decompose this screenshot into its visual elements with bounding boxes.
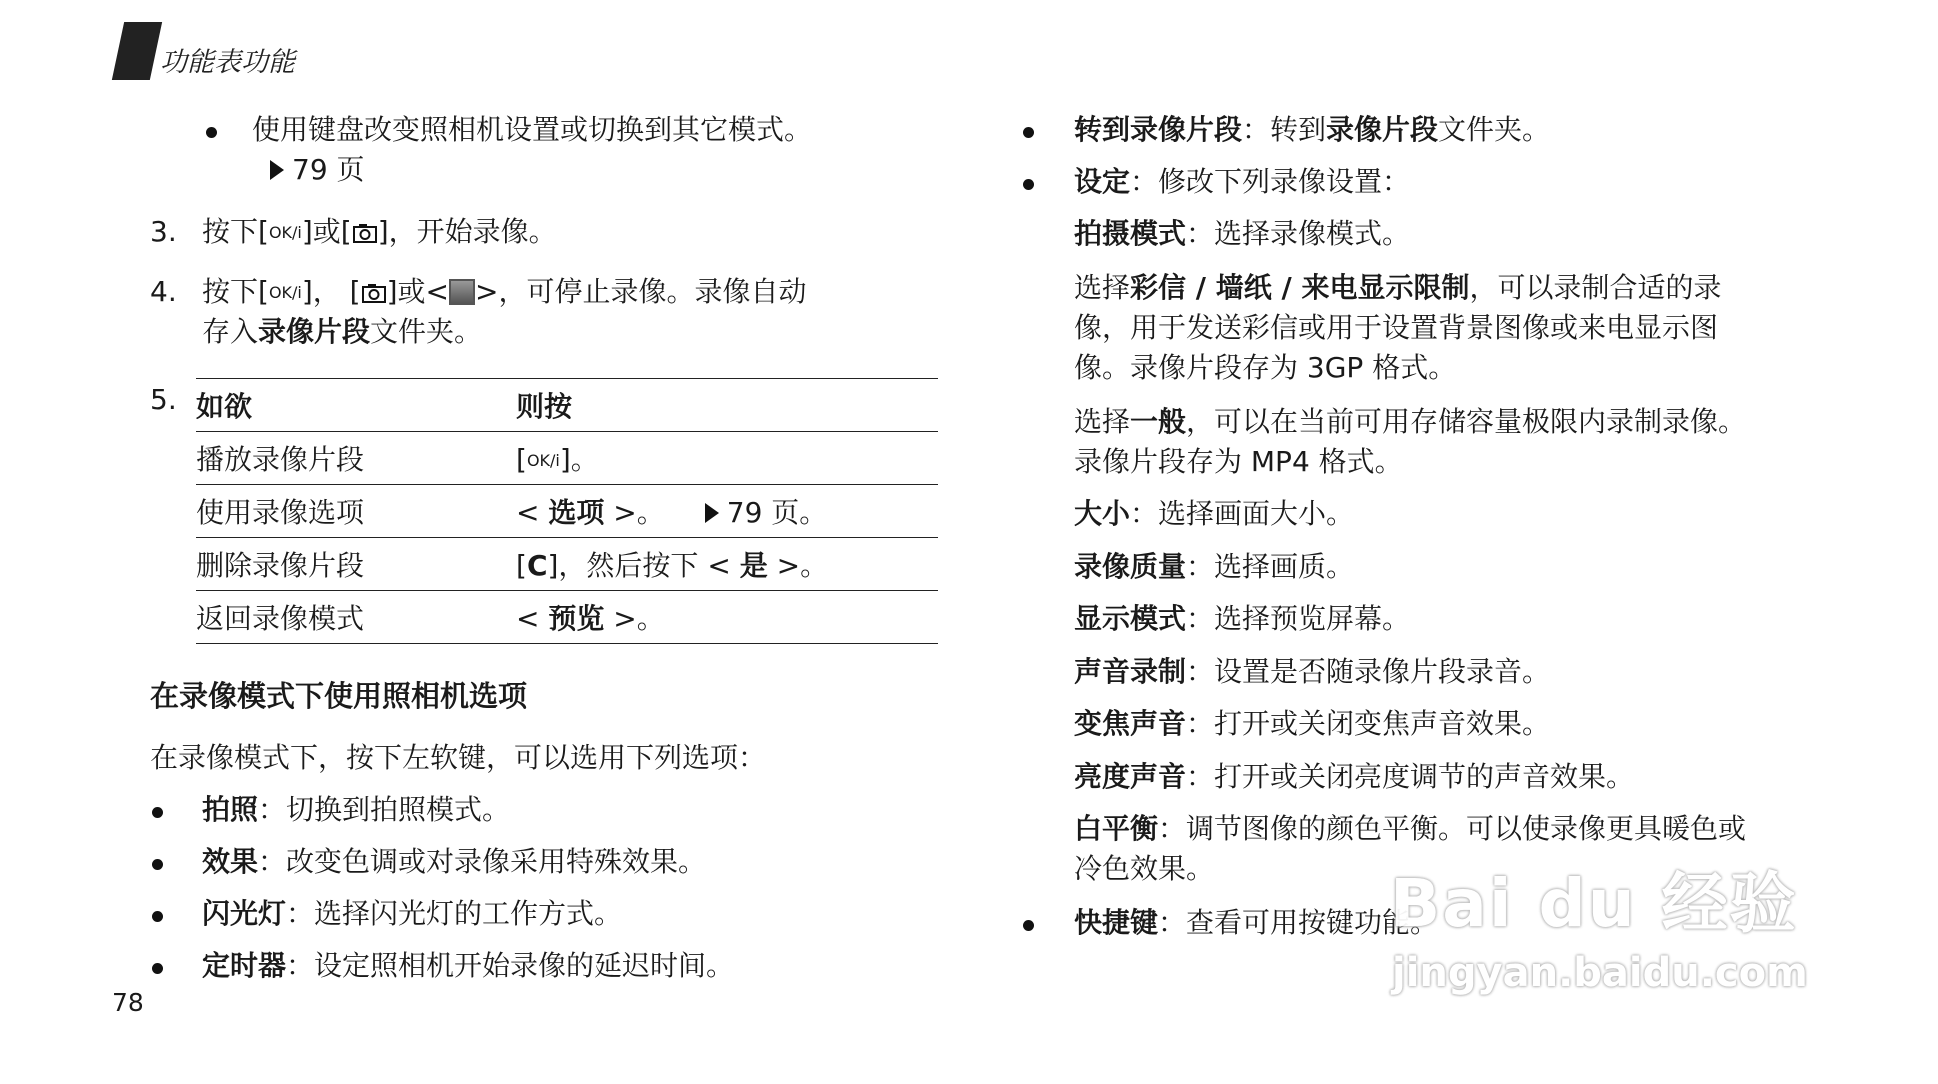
table-row — [196, 432, 938, 485]
table-cell-press: < 预览 >。 — [516, 591, 938, 644]
option-item: 拍照：切换到拍照模式。 — [202, 793, 511, 826]
camera-key-icon — [361, 282, 387, 304]
setting-item: 亮度声音：打开或关闭亮度调节的声音效果。 — [1074, 760, 1635, 793]
baidu-watermark-logo: Bai du 经验 — [1390, 865, 1798, 942]
ok-key-icon: OK/i — [268, 223, 302, 242]
ref-arrow-icon — [705, 503, 719, 523]
table-row — [196, 485, 938, 538]
option-item: 闪光灯：选择闪光灯的工作方式。 — [202, 897, 623, 930]
mode-paragraph2-line2: 录像片段存为 MP4 格式。 — [1074, 445, 1403, 478]
option-goto: 转到录像片段：转到录像片段文件夹。 — [1074, 113, 1551, 146]
stop-button-icon — [449, 279, 475, 305]
table-header-row — [196, 379, 938, 432]
table-cell-action: 使用录像选项 — [196, 485, 516, 538]
header-bar-mark — [112, 22, 162, 80]
setting-item: 声音录制：设置是否随录像片段录音。 — [1074, 655, 1551, 688]
bullet-dot — [152, 859, 163, 870]
bullet-dot — [1023, 179, 1034, 190]
table-row — [196, 538, 938, 591]
ok-key-icon: OK/i — [526, 451, 560, 470]
step4-number: 4. — [150, 275, 177, 308]
action-table — [196, 378, 938, 644]
ref-arrow-icon — [270, 160, 284, 180]
step4-text-line2: 存入录像片段文件夹。 — [202, 315, 483, 348]
table-cell-press: [OK/i]。 — [516, 432, 938, 485]
setting-white-balance-line1: 白平衡：调节图像的颜色平衡。可以使录像更具暖色或 — [1074, 812, 1747, 845]
table-cell-press: < 选项 >。 79 页。 — [516, 485, 938, 538]
option-item: 效果：改变色调或对录像采用特殊效果。 — [202, 845, 707, 878]
page-ref — [270, 150, 365, 190]
table-cell-action: 播放录像片段 — [196, 432, 516, 485]
mode-paragraph1-line1: 选择彩信 / 墙纸 / 来电显示限制，可以录制合适的录 — [1074, 271, 1722, 304]
step5-number: 5. — [150, 383, 177, 416]
camera-key-icon — [352, 222, 378, 244]
mode-paragraph1-line3: 像。录像片段存为 3GP 格式。 — [1074, 351, 1457, 384]
bullet-dot — [1023, 127, 1034, 138]
mode-paragraph2-line1: 选择一般，可以在当前可用存储容量极限内录制录像。 — [1074, 405, 1747, 438]
step3-number: 3. — [150, 215, 177, 248]
section-intro: 在录像模式下，按下左软键，可以选用下列选项： — [150, 741, 767, 774]
table-cell-press: [C]，然后按下 < 是 >。 — [516, 538, 938, 591]
page-number: 78 — [112, 988, 144, 1017]
bullet-dot — [206, 127, 217, 138]
setting-mode: 拍摄模式：选择录像模式。 — [1074, 217, 1411, 250]
page-ref-text: 79 页 — [292, 153, 365, 186]
bullet-dot — [152, 963, 163, 974]
bullet-dot — [152, 911, 163, 922]
setting-item: 录像质量：选择画质。 — [1074, 550, 1355, 583]
setting-white-balance-line2: 冷色效果。 — [1074, 852, 1215, 885]
step4-text-line1: 按下[OK/i]， [ ]或< >，可停止录像。录像自动 — [202, 272, 806, 313]
setting-item: 变焦声音：打开或关闭变焦声音效果。 — [1074, 707, 1551, 740]
header-title: 功能表功能 — [160, 47, 295, 78]
ok-key-icon: OK/i — [268, 283, 302, 302]
table-cell-action: 返回录像模式 — [196, 591, 516, 644]
setting-item: 显示模式：选择预览屏幕。 — [1074, 602, 1411, 635]
setting-item: 大小：选择画面大小。 — [1074, 497, 1355, 530]
option-shortcut: 快捷键：查看可用按键功能。 — [1074, 906, 1439, 939]
table-row — [196, 591, 938, 644]
table-cell-action: 删除录像片段 — [196, 538, 516, 591]
section-title: 在录像模式下使用照相机选项 — [150, 679, 528, 713]
bullet-dot — [1023, 920, 1034, 931]
bullet-dot — [152, 807, 163, 818]
step3-text: 按下[OK/i]或[ ]，开始录像。 — [202, 212, 557, 253]
table-header-press: 则按 — [516, 379, 938, 432]
bullet-keyboard-text: 使用键盘改变照相机设置或切换到其它模式。 — [252, 113, 813, 146]
baidu-watermark-url: jingyan.baidu.com — [1392, 950, 1808, 996]
option-settings: 设定：修改下列录像设置： — [1074, 165, 1411, 198]
table-header-action: 如欲 — [196, 379, 516, 432]
mode-paragraph1-line2: 像，用于发送彩信或用于设置背景图像或来电显示图 — [1074, 311, 1719, 344]
option-item: 定时器：设定照相机开始录像的延迟时间。 — [202, 949, 735, 982]
